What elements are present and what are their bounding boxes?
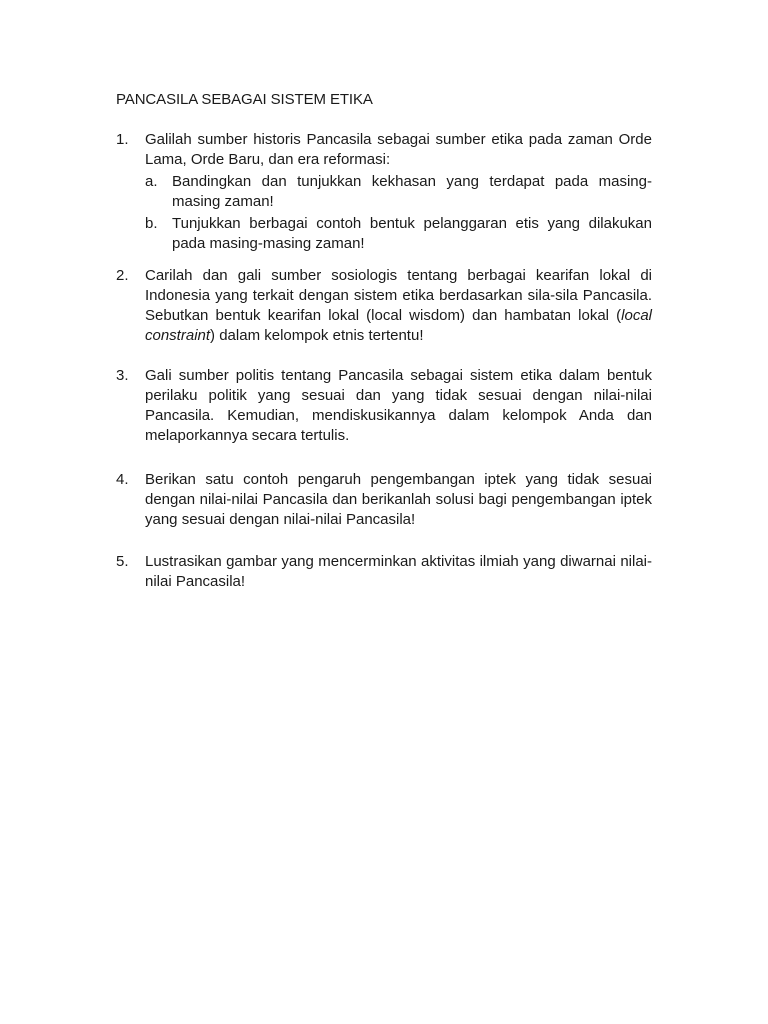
subquestion-list [145, 172, 652, 254]
question-text: Berikan satu contoh pengaruh pengembangan iptek yang tidak sesuai dengan nilai-nilai Pancasila dan berikanlah solusi bagi pengembangan iptek yang sesuai dengan nilai-nilai Pancasila! [145, 471, 652, 528]
question-text-italic: local constraint [145, 307, 652, 344]
document-title: PANCASILA SEBAGAI SISTEM ETIKA [116, 91, 373, 108]
question-number: 2. [116, 267, 129, 284]
subquestion-letter: a. [145, 173, 158, 190]
question-number: 3. [116, 367, 129, 384]
question-text-part: Carilah dan gali sumber sosiologis tentang berbagai kearifan lokal di Indonesia yang terkait dengan sistem etika berdasarkan sila-sila Pancasila. Sebutkan bentuk kearifan lokal (local wisdom) dan hambatan lokal ( [145, 267, 652, 324]
question-number: 4. [116, 471, 129, 488]
question-number: 5. [116, 553, 129, 570]
subquestion-item-a [145, 172, 652, 212]
question-text: Galilah sumber historis Pancasila sebagai sumber etika pada zaman Orde Lama, Orde Baru, dan era reformasi: [145, 131, 652, 168]
question-number: 1. [116, 131, 129, 148]
question-list [116, 130, 652, 612]
question-text [145, 266, 652, 346]
subquestion-letter: b. [145, 215, 158, 232]
question-item-3 [116, 366, 652, 446]
question-text: Gali sumber politis tentang Pancasila sebagai sistem etika dalam bentuk perilaku politik yang sesuai dan yang tidak sesuai dengan nilai-nilai Pancasila. Kemudian, mendiskusikannya dalam kelompok Anda dan melaporkannya secara tertulis. [145, 367, 652, 444]
subquestion-text: Bandingkan dan tunjukkan kekhasan yang terdapat pada masing-masing zaman! [172, 173, 652, 210]
question-item-2 [116, 266, 652, 346]
subquestion-item-b [145, 214, 652, 254]
subquestion-text: Tunjukkan berbagai contoh bentuk pelanggaran etis yang dilakukan pada masing-masing zaman! [172, 215, 652, 252]
question-item-5 [116, 552, 652, 592]
question-item-1 [116, 130, 652, 250]
question-item-4 [116, 470, 652, 530]
question-text: Lustrasikan gambar yang mencerminkan aktivitas ilmiah yang diwarnai nilai-nilai Pancasila! [145, 553, 652, 590]
question-text-part: ) dalam kelompok etnis tertentu! [210, 327, 424, 344]
